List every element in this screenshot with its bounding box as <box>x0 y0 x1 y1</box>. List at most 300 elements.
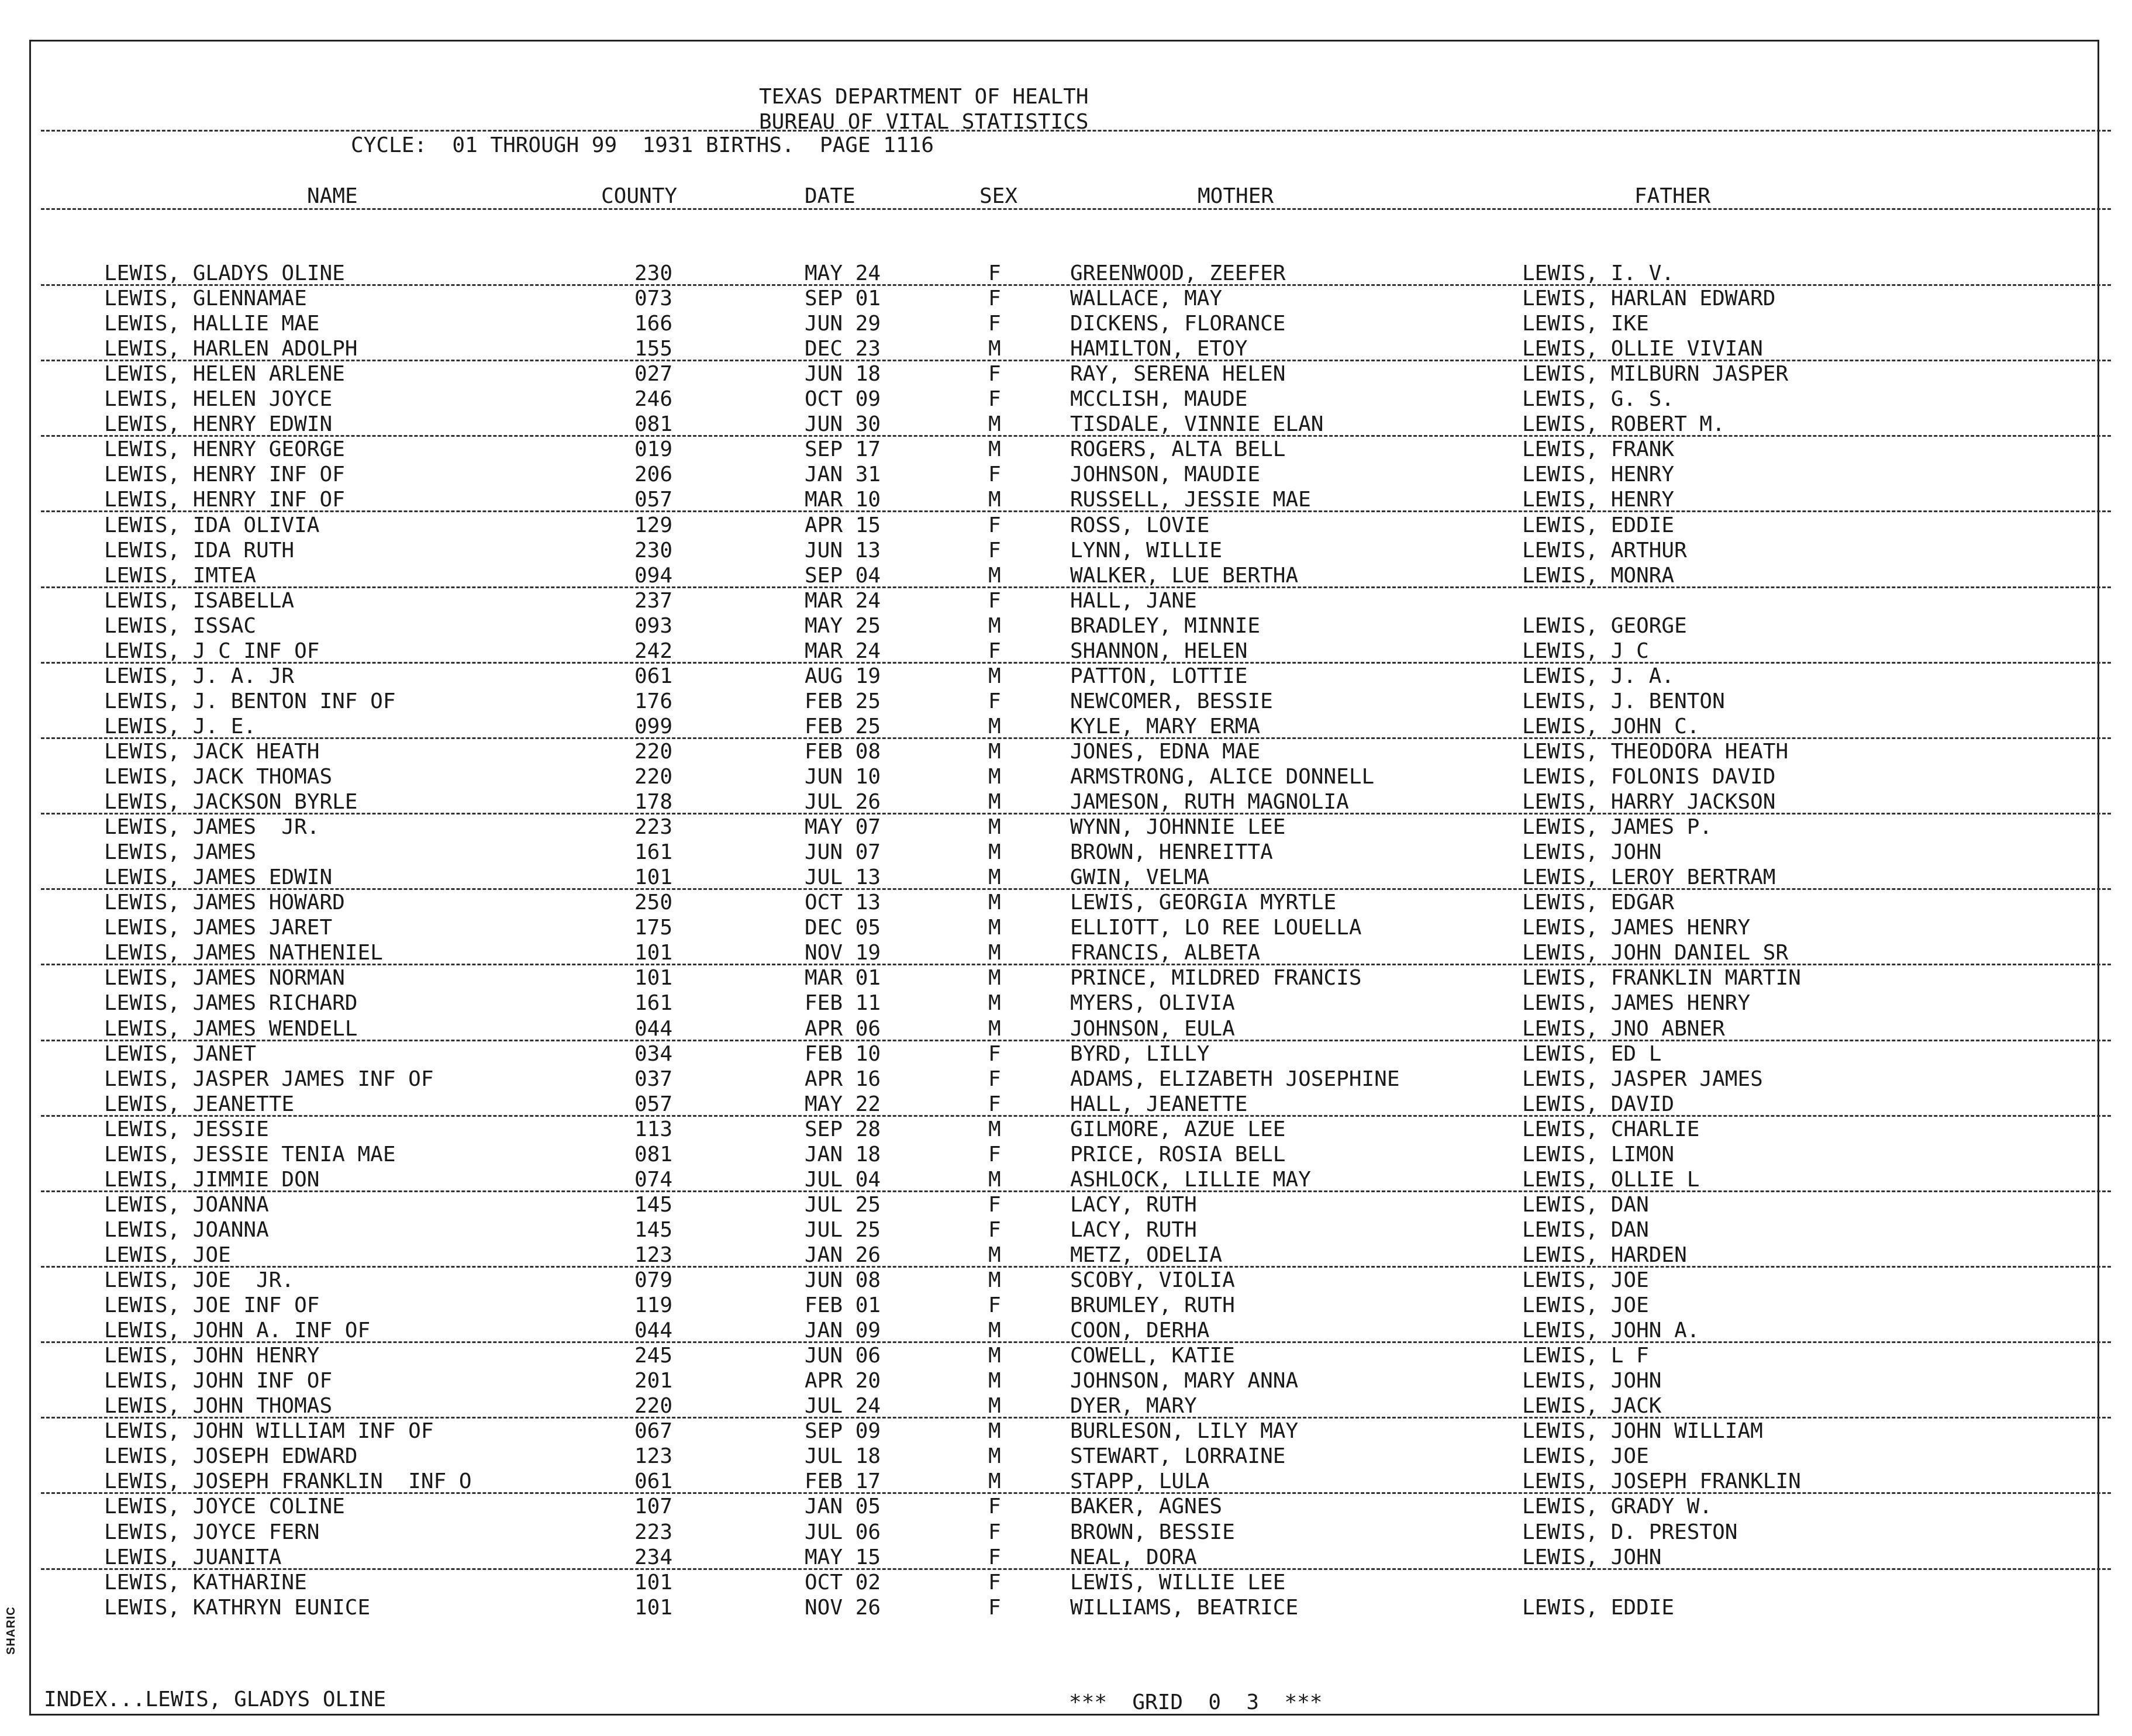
cell-sex: M <box>988 840 1001 865</box>
cell-father: LEWIS, OLLIE L <box>1522 1167 1700 1192</box>
cell-father: LEWIS, DAN <box>1522 1217 1649 1242</box>
cell-father: LEWIS, ROBERT M. <box>1522 412 1725 437</box>
cell-date: JAN 09 <box>805 1319 881 1343</box>
table-row <box>0 741 2132 767</box>
cell-mother: LEWIS, WILLIE LEE <box>1070 1570 1286 1595</box>
cell-name: LEWIS, JOHN WILLIAM INF OF <box>104 1419 434 1444</box>
cell-name: LEWIS, JAMES JR. <box>104 815 320 840</box>
cell-mother: RUSSELL, JESSIE MAE <box>1070 488 1311 512</box>
cell-mother: GREENWOOD, ZEEFER <box>1070 261 1286 285</box>
cell-name: LEWIS, JOYCE FERN <box>104 1520 320 1544</box>
cell-name: LEWIS, IDA OLIVIA <box>104 513 320 537</box>
cell-mother: ADAMS, ELIZABETH JOSEPHINE <box>1070 1067 1400 1091</box>
cell-county: 242 <box>634 639 673 663</box>
cell-sex: F <box>988 513 1001 537</box>
cell-county: 101 <box>634 865 673 890</box>
cell-mother: NEAL, DORA <box>1070 1545 1197 1569</box>
cell-name: LEWIS, JOHN A. INF OF <box>104 1319 371 1343</box>
cell-mother: LYNN, WILLIE <box>1070 538 1223 562</box>
cell-mother: MYERS, OLIVIA <box>1070 991 1235 1016</box>
cell-father: LEWIS, I. V. <box>1522 261 1675 285</box>
cell-name: LEWIS, KATHRYN EUNICE <box>104 1595 371 1620</box>
cell-date: JUL 06 <box>805 1520 881 1544</box>
cell-county: 044 <box>634 1319 673 1343</box>
cell-county: 178 <box>634 790 673 814</box>
cell-mother: ASHLOCK, LILLIE MAY <box>1070 1167 1311 1192</box>
cell-name: LEWIS, ISABELLA <box>104 588 295 613</box>
cell-county: 101 <box>634 1595 673 1620</box>
cell-name: LEWIS, JAMES EDWIN <box>104 865 333 890</box>
cell-county: 166 <box>634 312 673 336</box>
cell-sex: M <box>988 1419 1001 1444</box>
cell-sex: F <box>988 639 1001 663</box>
row-separator <box>41 737 2111 739</box>
cell-name: LEWIS, J C INF OF <box>104 639 320 663</box>
cell-date: JUN 10 <box>805 765 881 789</box>
cell-mother: LACY, RUTH <box>1070 1217 1197 1242</box>
cell-date: AUG 19 <box>805 664 881 688</box>
cell-date: JUL 25 <box>805 1192 881 1217</box>
cell-sex: M <box>988 437 1001 462</box>
cell-date: JUN 08 <box>805 1268 881 1292</box>
cell-mother: ARMSTRONG, ALICE DONNELL <box>1070 765 1375 789</box>
cell-county: 234 <box>634 1545 673 1569</box>
cell-father: LEWIS, JASPER JAMES <box>1522 1067 1763 1091</box>
col-header-mother: MOTHER <box>1198 184 1274 208</box>
cell-county: 034 <box>634 1041 673 1066</box>
cell-father: LEWIS, JOE <box>1522 1268 1649 1292</box>
cell-name: LEWIS, JANET <box>104 1041 257 1066</box>
cell-sex: M <box>988 966 1001 990</box>
cell-date: MAR 01 <box>805 966 881 990</box>
cell-father: LEWIS, JOHN DANIEL SR <box>1522 941 1789 965</box>
cell-name: LEWIS, JAMES <box>104 840 257 865</box>
cell-father: LEWIS, D. PRESTON <box>1522 1520 1738 1544</box>
cell-name: LEWIS, JOE <box>104 1243 231 1267</box>
cell-name: LEWIS, IDA RUTH <box>104 538 295 562</box>
cell-date: JAN 05 <box>805 1495 881 1519</box>
cell-county: 161 <box>634 840 673 865</box>
cell-county: 223 <box>634 1520 673 1544</box>
row-separator <box>41 1040 2111 1041</box>
table-row <box>0 1270 2132 1295</box>
cell-name: LEWIS, ISSAC <box>104 613 257 638</box>
cell-sex: M <box>988 891 1001 915</box>
cell-name: LEWIS, JEANETTE <box>104 1092 295 1116</box>
cell-mother: GILMORE, AZUE LEE <box>1070 1117 1286 1141</box>
cell-mother: HALL, JEANETTE <box>1070 1092 1248 1116</box>
cell-date: MAY 07 <box>805 815 881 840</box>
cell-father: LEWIS, JAMES HENRY <box>1522 991 1751 1016</box>
cell-name: LEWIS, J. BENTON INF OF <box>104 689 396 713</box>
cell-date: FEB 08 <box>805 739 881 764</box>
cell-county: 123 <box>634 1243 673 1267</box>
cell-father: LEWIS, J. BENTON <box>1522 689 1725 713</box>
cell-county: 079 <box>634 1268 673 1292</box>
cell-date: JAN 26 <box>805 1243 881 1267</box>
cell-county: 107 <box>634 1495 673 1519</box>
cell-mother: NEWCOMER, BESSIE <box>1070 689 1273 713</box>
cell-date: SEP 01 <box>805 287 881 311</box>
row-separator <box>41 813 2111 814</box>
cell-date: MAY 22 <box>805 1092 881 1116</box>
cell-sex: M <box>988 941 1001 965</box>
cell-date: JUN 13 <box>805 538 881 562</box>
cycle-line: CYCLE: 01 THROUGH 99 1931 BIRTHS. PAGE 1116 <box>351 133 934 157</box>
cell-name: LEWIS, JESSIE TENIA MAE <box>104 1142 396 1166</box>
cell-father: LEWIS, G. S. <box>1522 387 1675 412</box>
cell-mother: ELLIOTT, LO REE LOUELLA <box>1070 916 1362 940</box>
cell-sex: M <box>988 1344 1001 1368</box>
cell-name: LEWIS, JESSIE <box>104 1117 269 1141</box>
cell-sex: M <box>988 1117 1001 1141</box>
cell-father: LEWIS, JOHN <box>1522 840 1662 865</box>
cell-sex: F <box>988 287 1001 311</box>
cell-county: 123 <box>634 1444 673 1469</box>
cell-county: 161 <box>634 991 673 1016</box>
cell-county: 246 <box>634 387 673 412</box>
cell-sex: M <box>988 739 1001 764</box>
cell-father: LEWIS, DAVID <box>1522 1092 1675 1116</box>
table-row <box>0 767 2132 792</box>
cell-sex: M <box>988 1319 1001 1343</box>
cell-date: NOV 26 <box>805 1595 881 1620</box>
cell-mother: COWELL, KATIE <box>1070 1344 1235 1368</box>
cell-mother: JAMESON, RUTH MAGNOLIA <box>1070 790 1349 814</box>
cell-sex: M <box>988 412 1001 437</box>
cell-mother: PATTON, LOTTIE <box>1070 664 1248 688</box>
cell-county: 061 <box>634 1469 673 1494</box>
cell-date: FEB 25 <box>805 714 881 738</box>
row-separator <box>41 1568 2111 1570</box>
table-row <box>0 313 2132 339</box>
cell-father: LEWIS, GEORGE <box>1522 613 1687 638</box>
cell-name: LEWIS, J. E. <box>104 714 257 738</box>
table-row <box>0 439 2132 464</box>
cell-date: SEP 28 <box>805 1117 881 1141</box>
cell-county: 101 <box>634 966 673 990</box>
table-row <box>0 817 2132 842</box>
cell-name: LEWIS, JAMES WENDELL <box>104 1016 358 1041</box>
cell-date: FEB 17 <box>805 1469 881 1494</box>
cell-mother: JONES, EDNA MAE <box>1070 739 1261 764</box>
cell-county: 176 <box>634 689 673 713</box>
cell-name: LEWIS, JAMES NORMAN <box>104 966 345 990</box>
cell-sex: M <box>988 790 1001 814</box>
cell-sex: F <box>988 1520 1001 1544</box>
table-row <box>0 389 2132 414</box>
cell-county: 145 <box>634 1217 673 1242</box>
row-separator <box>41 284 2111 286</box>
cell-date: JUN 29 <box>805 312 881 336</box>
cell-name: LEWIS, JOHN INF OF <box>104 1369 333 1393</box>
cell-date: FEB 10 <box>805 1041 881 1066</box>
bureau-title: BUREAU OF VITAL STATISTICS <box>759 110 1089 134</box>
cell-sex: M <box>988 1167 1001 1192</box>
cell-date: DEC 23 <box>805 337 881 361</box>
cell-mother: ROGERS, ALTA BELL <box>1070 437 1286 462</box>
table-row <box>0 968 2132 993</box>
cell-mother: DYER, MARY <box>1070 1394 1197 1419</box>
cell-county: 250 <box>634 891 673 915</box>
cell-sex: F <box>988 1570 1001 1595</box>
cell-date: SEP 04 <box>805 563 881 588</box>
cell-date: SEP 17 <box>805 437 881 462</box>
cell-county: 119 <box>634 1293 673 1318</box>
header-divider <box>41 130 2111 132</box>
cell-sex: F <box>988 1092 1001 1116</box>
cell-name: LEWIS, JAMES NATHENIEL <box>104 941 383 965</box>
cell-mother: MCCLISH, MAUDE <box>1070 387 1248 412</box>
cell-father: LEWIS, JOHN C. <box>1522 714 1700 738</box>
cell-county: 129 <box>634 513 673 537</box>
cell-sex: M <box>988 765 1001 789</box>
cell-mother: DICKENS, FLORANCE <box>1070 312 1286 336</box>
cell-county: 175 <box>634 916 673 940</box>
cell-father: LEWIS, JACK <box>1522 1394 1662 1419</box>
cell-mother: SCOBY, VIOLIA <box>1070 1268 1235 1292</box>
cell-mother: JOHNSON, EULA <box>1070 1016 1235 1041</box>
cell-mother: FRANCIS, ALBETA <box>1070 941 1261 965</box>
cell-sex: F <box>988 387 1001 412</box>
column-header-divider <box>41 208 2111 210</box>
table-row <box>0 1295 2132 1320</box>
cell-father: LEWIS, THEODORA HEATH <box>1522 739 1789 764</box>
cell-father: LEWIS, MILBURN JASPER <box>1522 362 1789 386</box>
cell-date: JAN 31 <box>805 463 881 487</box>
cell-name: LEWIS, J. A. JR <box>104 664 295 688</box>
cell-mother: BROWN, BESSIE <box>1070 1520 1235 1544</box>
cell-name: LEWIS, JOANNA <box>104 1217 269 1242</box>
cell-sex: M <box>988 815 1001 840</box>
cell-county: 057 <box>634 1092 673 1116</box>
cell-sex: F <box>988 1067 1001 1091</box>
cell-father: LEWIS, ED L <box>1522 1041 1662 1066</box>
cell-county: 044 <box>634 1016 673 1041</box>
cell-sex: M <box>988 865 1001 890</box>
cell-sex: M <box>988 1243 1001 1267</box>
cell-county: 220 <box>634 739 673 764</box>
cell-father: LEWIS, ARTHUR <box>1522 538 1687 562</box>
cell-date: JUN 06 <box>805 1344 881 1368</box>
cell-sex: F <box>988 1217 1001 1242</box>
cell-sex: M <box>988 488 1001 512</box>
table-row <box>0 464 2132 489</box>
cell-mother: WALKER, LUE BERTHA <box>1070 563 1299 588</box>
cell-sex: M <box>988 916 1001 940</box>
cell-name: LEWIS, IMTEA <box>104 563 257 588</box>
cell-county: 230 <box>634 261 673 285</box>
cell-father: LEWIS, JNO ABNER <box>1522 1016 1725 1041</box>
cell-mother: BRADLEY, MINNIE <box>1070 613 1261 638</box>
table-row <box>0 613 2132 641</box>
table-row <box>0 1041 2132 1069</box>
cell-date: JUN 30 <box>805 412 881 437</box>
table-row <box>0 1119 2132 1144</box>
cell-county: 245 <box>634 1344 673 1368</box>
row-separator <box>41 586 2111 588</box>
cell-date: JUL 13 <box>805 865 881 890</box>
table-row <box>0 1496 2132 1521</box>
cell-sex: F <box>988 689 1001 713</box>
cell-father: LEWIS, J. A. <box>1522 664 1675 688</box>
row-separator <box>41 888 2111 890</box>
cell-sex: F <box>988 1192 1001 1217</box>
cell-mother: HAMILTON, ETOY <box>1070 337 1248 361</box>
cell-father: LEWIS, HENRY <box>1522 463 1675 487</box>
cell-name: LEWIS, JAMES JARET <box>104 916 333 940</box>
cell-father: LEWIS, CHARLIE <box>1522 1117 1700 1141</box>
cell-county: 206 <box>634 463 673 487</box>
cell-date: SEP 09 <box>805 1419 881 1444</box>
table-row <box>0 1144 2132 1169</box>
col-header-sex: SEX <box>979 184 1018 208</box>
cell-name: LEWIS, JOSEPH EDWARD <box>104 1444 358 1469</box>
cell-father: LEWIS, FOLONIS DAVID <box>1522 765 1776 789</box>
cell-date: MAR 24 <box>805 639 881 663</box>
table-row <box>0 1421 2132 1446</box>
cell-name: LEWIS, HENRY INF OF <box>104 463 345 487</box>
cell-mother: LEWIS, GEORGIA MYRTLE <box>1070 891 1337 915</box>
cell-date: APR 15 <box>805 513 881 537</box>
cell-date: NOV 19 <box>805 941 881 965</box>
cell-father: LEWIS, JOSEPH FRANKLIN <box>1522 1469 1801 1494</box>
cell-sex: M <box>988 1444 1001 1469</box>
cell-date: APR 16 <box>805 1067 881 1091</box>
cell-name: LEWIS, HALLIE MAE <box>104 312 320 336</box>
cell-name: LEWIS, HENRY INF OF <box>104 488 345 512</box>
cell-sex: F <box>988 588 1001 613</box>
cell-sex: M <box>988 1369 1001 1393</box>
cell-mother: BURLESON, LILY MAY <box>1070 1419 1299 1444</box>
cell-mother: RAY, SERENA HELEN <box>1070 362 1286 386</box>
cell-father: LEWIS, J C <box>1522 639 1649 663</box>
cell-name: LEWIS, JIMMIE DON <box>104 1167 320 1192</box>
table-row <box>0 1371 2132 1396</box>
cell-date: JUL 24 <box>805 1394 881 1419</box>
cell-mother: JOHNSON, MARY ANNA <box>1070 1369 1299 1393</box>
row-separator <box>41 1341 2111 1343</box>
cell-father: LEWIS, FRANK <box>1522 437 1675 462</box>
cell-name: LEWIS, JOYCE COLINE <box>104 1495 345 1519</box>
cell-date: OCT 09 <box>805 387 881 412</box>
cell-name: LEWIS, JACKSON BYRLE <box>104 790 358 814</box>
cell-sex: M <box>988 664 1001 688</box>
cell-sex: F <box>988 1595 1001 1620</box>
cell-mother: TISDALE, VINNIE ELAN <box>1070 412 1324 437</box>
cell-date: MAR 24 <box>805 588 881 613</box>
row-separator <box>41 435 2111 437</box>
cell-name: LEWIS, JOHN THOMAS <box>104 1394 333 1419</box>
cell-father: LEWIS, JOE <box>1522 1444 1649 1469</box>
cell-father: LEWIS, HARRY JACKSON <box>1522 790 1776 814</box>
cell-mother: ROSS, LOVIE <box>1070 513 1210 537</box>
table-row <box>0 1192 2132 1220</box>
cell-father: LEWIS, FRANKLIN MARTIN <box>1522 966 1801 990</box>
row-separator <box>41 360 2111 361</box>
cell-sex: F <box>988 538 1001 562</box>
row-separator <box>41 662 2111 664</box>
cell-county: 094 <box>634 563 673 588</box>
cell-county: 073 <box>634 287 673 311</box>
cell-father: LEWIS, DAN <box>1522 1192 1649 1217</box>
cell-mother: METZ, ODELIA <box>1070 1243 1223 1267</box>
cell-mother: WYNN, JOHNNIE LEE <box>1070 815 1286 840</box>
cell-date: OCT 13 <box>805 891 881 915</box>
cell-sex: M <box>988 1469 1001 1494</box>
table-row <box>0 691 2132 716</box>
cell-sex: F <box>988 1545 1001 1569</box>
cell-mother: LACY, RUTH <box>1070 1192 1197 1217</box>
cell-date: JUL 04 <box>805 1167 881 1192</box>
cell-sex: M <box>988 337 1001 361</box>
cell-date: MAY 25 <box>805 613 881 638</box>
table-row <box>0 1345 2132 1371</box>
cell-name: LEWIS, JASPER JAMES INF OF <box>104 1067 434 1091</box>
cell-father: LEWIS, JOHN <box>1522 1369 1662 1393</box>
cell-father: LEWIS, EDDIE <box>1522 513 1675 537</box>
row-separator <box>41 1115 2111 1117</box>
cell-mother: SHANNON, HELEN <box>1070 639 1248 663</box>
cell-county: 093 <box>634 613 673 638</box>
cell-date: JAN 18 <box>805 1142 881 1166</box>
cell-father: LEWIS, HENRY <box>1522 488 1675 512</box>
row-separator <box>41 1266 2111 1268</box>
cell-mother: STEWART, LORRAINE <box>1070 1444 1286 1469</box>
cell-sex: M <box>988 1394 1001 1419</box>
cell-name: LEWIS, KATHARINE <box>104 1570 307 1595</box>
department-title: TEXAS DEPARTMENT OF HEALTH <box>759 85 1089 109</box>
cell-county: 067 <box>634 1419 673 1444</box>
cell-name: LEWIS, JOE INF OF <box>104 1293 320 1318</box>
row-separator <box>41 510 2111 512</box>
col-header-father: FATHER <box>1634 184 1711 208</box>
cell-county: 220 <box>634 765 673 789</box>
cell-sex: F <box>988 1293 1001 1318</box>
cell-date: FEB 01 <box>805 1293 881 1318</box>
cell-father: LEWIS, LEROY BERTRAM <box>1522 865 1776 890</box>
cell-county: 019 <box>634 437 673 462</box>
table-row <box>0 588 2132 616</box>
cell-sex: F <box>988 261 1001 285</box>
footer-index: INDEX...LEWIS, GLADYS OLINE <box>44 1687 387 1711</box>
cell-father: LEWIS, LIMON <box>1522 1142 1675 1166</box>
cell-date: JUL 25 <box>805 1217 881 1242</box>
cell-mother: GWIN, VELMA <box>1070 865 1210 890</box>
cell-county: 220 <box>634 1394 673 1419</box>
cell-county: 201 <box>634 1369 673 1393</box>
cell-mother: COON, DERHA <box>1070 1319 1210 1343</box>
cell-name: LEWIS, HENRY EDWIN <box>104 412 333 437</box>
table-row <box>0 892 2132 917</box>
cell-sex: F <box>988 312 1001 336</box>
table-row <box>0 515 2132 540</box>
table-row <box>0 288 2132 313</box>
col-header-county: COUNTY <box>601 184 678 208</box>
cell-date: MAR 10 <box>805 488 881 512</box>
cell-mother: BYRD, LILLY <box>1070 1041 1210 1066</box>
cell-date: FEB 11 <box>805 991 881 1016</box>
cell-county: 081 <box>634 1142 673 1166</box>
cell-date: MAY 24 <box>805 261 881 285</box>
cell-date: APR 06 <box>805 1016 881 1041</box>
cell-mother: BROWN, HENREITTA <box>1070 840 1273 865</box>
table-row <box>0 1522 2132 1547</box>
cell-sex: F <box>988 463 1001 487</box>
cell-sex: F <box>988 362 1001 386</box>
cell-father: LEWIS, JOE <box>1522 1293 1649 1318</box>
cell-mother: KYLE, MARY ERMA <box>1070 714 1261 738</box>
